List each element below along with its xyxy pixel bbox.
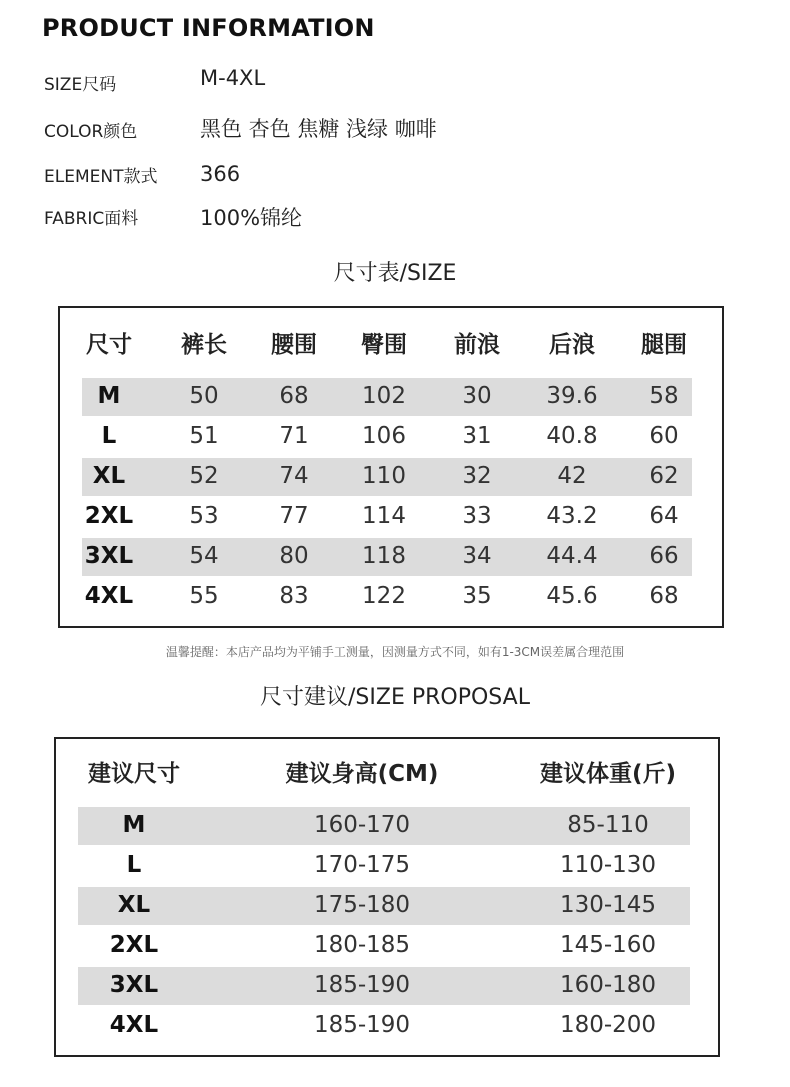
- size-cell: M: [97, 383, 121, 409]
- size-cell: 4XL: [109, 1012, 159, 1038]
- table-cell: 42: [557, 463, 587, 489]
- table-cell: 102: [362, 383, 406, 409]
- table-cell: 60: [649, 423, 679, 449]
- table-cell: 110: [362, 463, 406, 489]
- info-row-element: [0, 160, 790, 190]
- table-cell: 180-185: [313, 932, 411, 958]
- table-cell: 44.4: [546, 543, 598, 569]
- size-cell: 4XL: [84, 583, 134, 609]
- info-label: COLOR颜色: [44, 122, 138, 142]
- table-cell: 34: [462, 543, 492, 569]
- table-cell: 80: [279, 543, 309, 569]
- size-cell: XL: [117, 892, 151, 918]
- table-cell: 106: [362, 423, 406, 449]
- size-cell: 2XL: [109, 932, 159, 958]
- proposal-table-title: 尺寸建议/SIZE PROPOSAL: [260, 685, 530, 710]
- table-cell: 110-130: [559, 852, 657, 878]
- column-header: 建议身高(CM): [285, 761, 439, 787]
- table-cell: 35: [462, 583, 492, 609]
- table-cell: 77: [279, 503, 309, 529]
- info-value: M-4XL: [200, 66, 266, 90]
- table-cell: 62: [649, 463, 679, 489]
- size-cell: L: [126, 852, 142, 878]
- table-cell: 85-110: [567, 812, 649, 838]
- info-row-fabric: [0, 202, 790, 232]
- table-cell: 130-145: [559, 892, 657, 918]
- proposal-table: [54, 737, 720, 1057]
- table-cell: 64: [649, 503, 679, 529]
- size-cell: XL: [92, 463, 126, 489]
- column-header: 裤长: [181, 332, 227, 358]
- info-value: 黑色 杏色 焦糖 浅绿 咖啡: [200, 117, 437, 141]
- column-header: 尺寸: [86, 332, 132, 358]
- size-cell: L: [101, 423, 117, 449]
- table-cell: 122: [362, 583, 406, 609]
- table-cell: 51: [189, 423, 219, 449]
- table-cell: 45.6: [546, 583, 598, 609]
- size-table: [58, 306, 724, 628]
- table-cell: 52: [189, 463, 219, 489]
- table-cell: 54: [189, 543, 219, 569]
- info-label: ELEMENT款式: [44, 167, 158, 187]
- table-cell: 43.2: [546, 503, 598, 529]
- column-header: 臀围: [361, 332, 407, 358]
- page-heading: PRODUCT INFORMATION: [42, 14, 375, 42]
- info-value: 100%锦纶: [200, 206, 303, 230]
- table-cell: 40.8: [546, 423, 598, 449]
- table-cell: 83: [279, 583, 309, 609]
- table-cell: 68: [279, 383, 309, 409]
- size-cell: 2XL: [84, 503, 134, 529]
- table-cell: 33: [462, 503, 492, 529]
- table-cell: 66: [649, 543, 679, 569]
- table-cell: 118: [362, 543, 406, 569]
- column-header: 腰围: [271, 332, 317, 358]
- table-cell: 114: [362, 503, 406, 529]
- column-header: 建议体重(斤): [539, 761, 677, 787]
- table-cell: 185-190: [313, 972, 411, 998]
- table-cell: 58: [649, 383, 679, 409]
- table-cell: 160-170: [313, 812, 411, 838]
- size-cell: M: [122, 812, 146, 838]
- table-cell: 71: [279, 423, 309, 449]
- table-cell: 185-190: [313, 1012, 411, 1038]
- table-cell: 32: [462, 463, 492, 489]
- table-cell: 30: [462, 383, 492, 409]
- info-row-size: [0, 66, 790, 96]
- size-cell: 3XL: [109, 972, 159, 998]
- table-cell: 74: [279, 463, 309, 489]
- column-header: 后浪: [549, 332, 595, 358]
- table-cell: 180-200: [559, 1012, 657, 1038]
- table-cell: 145-160: [559, 932, 657, 958]
- table-cell: 160-180: [559, 972, 657, 998]
- column-header: 建议尺寸: [88, 761, 180, 787]
- column-header: 腿围: [641, 332, 687, 358]
- column-header: 前浪: [454, 332, 500, 358]
- info-label: FABRIC面料: [44, 209, 139, 229]
- table-cell: 50: [189, 383, 219, 409]
- size-table-title: 尺寸表/SIZE: [333, 261, 457, 286]
- table-cell: 39.6: [546, 383, 598, 409]
- table-cell: 53: [189, 503, 219, 529]
- table-cell: 31: [462, 423, 492, 449]
- info-value: 366: [200, 162, 241, 186]
- measurement-note: 温馨提醒：本店产品均为平铺手工测量，因测量方式不同，如有1-3CM误差属合理范围: [165, 645, 625, 659]
- table-cell: 170-175: [313, 852, 411, 878]
- info-row-color: [0, 113, 790, 143]
- size-cell: 3XL: [84, 543, 134, 569]
- table-cell: 68: [649, 583, 679, 609]
- table-cell: 55: [189, 583, 219, 609]
- info-label: SIZE尺码: [44, 75, 117, 95]
- table-cell: 175-180: [313, 892, 411, 918]
